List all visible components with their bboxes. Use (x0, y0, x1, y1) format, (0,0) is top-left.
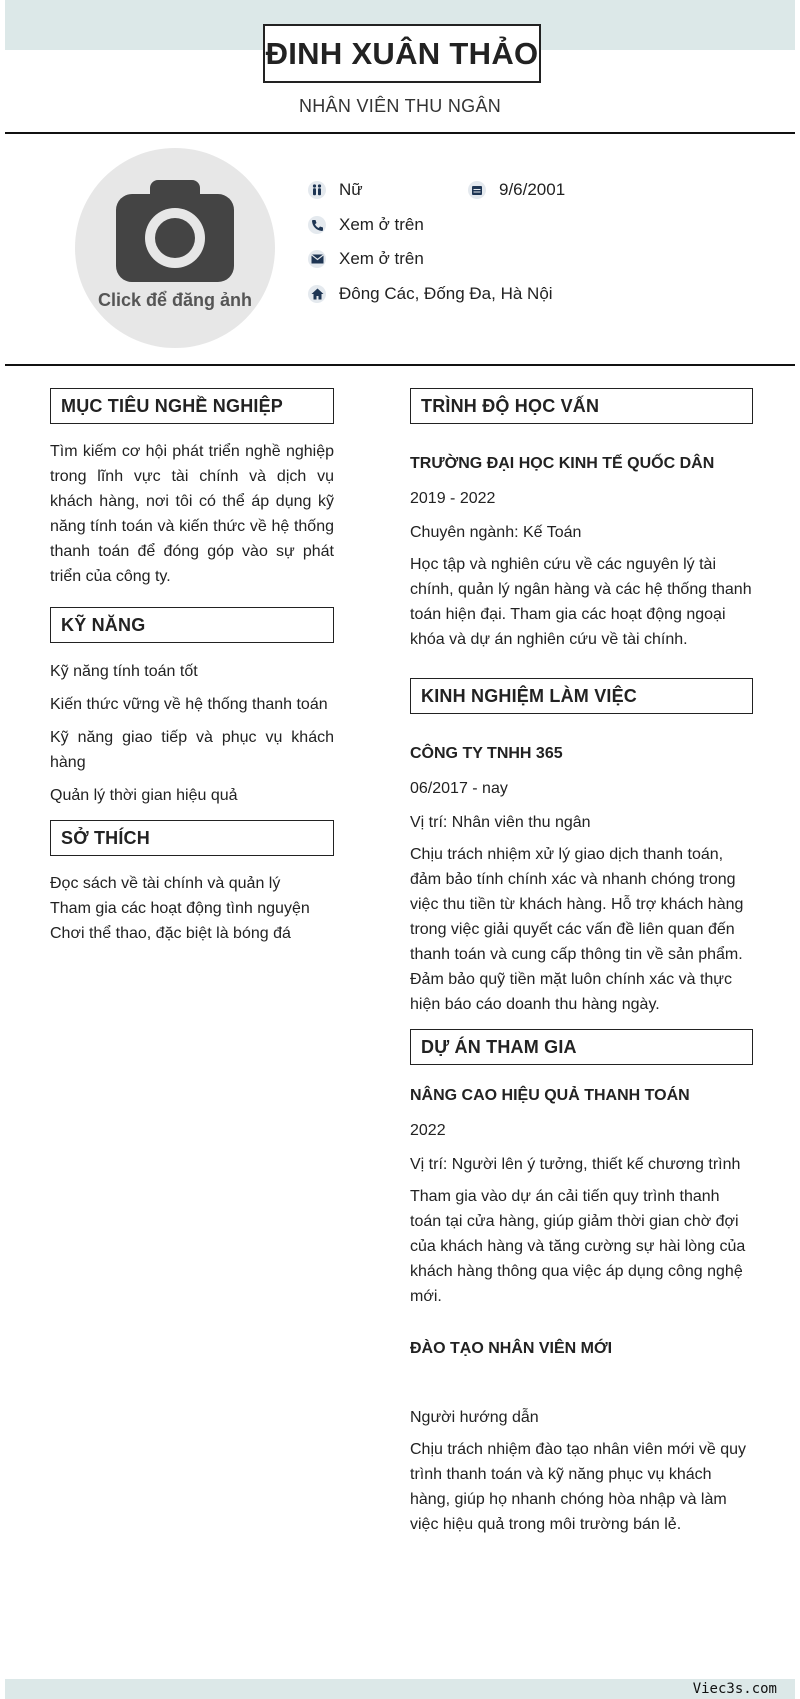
skill-item: Kiến thức vững về hệ thống thanh toán (50, 696, 328, 713)
objective-text: Tìm kiếm cơ hội phát triển nghề nghiệp trong lĩnh vực tài chính và dịch vụ khách hàng, nơi tôi có thể áp dụng kỹ năng tính toán và kiến thức về hệ thống thanh toán để đóng góp vào sự phát triển của công ty. (50, 443, 334, 585)
birthdate-value: 9/6/2001 (499, 180, 566, 199)
skill-item: Quản lý thời gian hiệu quả (50, 787, 238, 804)
phone-icon (308, 216, 326, 234)
company-name: CÔNG TY TNHH 365 (410, 745, 563, 762)
education-major: Chuyên ngành: Kế Toán (410, 524, 582, 541)
gender-row (308, 180, 363, 200)
experience-description: Chịu trách nhiệm xử lý giao dịch thanh toán, đảm bảo tính chính xác và nhanh chóng trong việc thu tiền từ khách hàng. Hỗ trợ khách hàng trong việc giải quyết các vấn đề liên quan đến thanh toán và cung cấp thông tin về sản phẩm. Đảm bảo quỹ tiền mặt luôn chính xác và thực hiện báo cáo doanh thu hàng ngày. (410, 846, 744, 1013)
project-description: Chịu trách nhiệm đào tạo nhân viên mới về quy trình thanh toán và kỹ năng phục vụ khách hàng, giúp họ nhanh chóng hòa nhập và làm việc hiệu quả trong môi trường bán lẻ. (410, 1441, 747, 1533)
photo-upload[interactable] (75, 148, 275, 348)
job-title: NHÂN VIÊN THU NGÂN (298, 96, 502, 116)
project-period: 2022 (410, 1122, 446, 1139)
right-column (410, 388, 753, 1537)
projects-heading: DỰ ÁN THAM GIA (410, 1029, 753, 1065)
candidate-name: ĐINH XUÂN THẢO (263, 24, 541, 83)
project-period (410, 1371, 753, 1396)
photo-upload-label: Click để đăng ảnh (97, 290, 253, 310)
email-row (308, 249, 424, 269)
education-description: Học tập và nghiên cứu về các nguyên lý tài chính, quản lý ngân hàng và các hệ thống thanh toán hiện đại. Tham gia các hoạt động ngoại khóa và dự án nghiên cứu về tài chính. (410, 556, 752, 648)
hobby-item: Tham gia các hoạt động tình nguyện (50, 900, 310, 917)
address-value: Đông Các, Đống Đa, Hà Nội (339, 284, 553, 303)
address-row (308, 284, 553, 304)
footer-band (5, 1679, 795, 1699)
experience-period: 06/2017 - nay (410, 780, 508, 797)
phone-row (308, 215, 424, 235)
school-name: TRƯỜNG ĐẠI HỌC KINH TẾ QUỐC DÂN (410, 455, 715, 472)
phone-value: Xem ở trên (339, 215, 424, 234)
project-description: Tham gia vào dự án cải tiến quy trình thanh toán tại cửa hàng, giúp giảm thời gian chờ đợi của khách hàng và tăng cường sự hài lòng của khách hàng thông qua việc áp dụng công nghệ mới. (410, 1188, 746, 1305)
experience-position: Vị trí: Nhân viên thu ngân (410, 814, 591, 831)
project-name: ĐÀO TẠO NHÂN VIÊN MỚI (410, 1340, 613, 1357)
skill-item: Kỹ năng giao tiếp và phục vụ khách hàng (50, 729, 334, 771)
birthdate-row (468, 180, 565, 200)
project-role: Vị trí: Người lên ý tưởng, thiết kế chương trình (410, 1156, 741, 1173)
gender-icon (308, 181, 326, 199)
project-name: NÂNG CAO HIỆU QUẢ THANH TOÁN (410, 1087, 690, 1104)
camera-icon (116, 178, 234, 282)
hobby-item: Đọc sách về tài chính và quản lý (50, 875, 281, 892)
home-icon (308, 285, 326, 303)
left-column (50, 388, 334, 946)
skill-item: Kỹ năng tính toán tốt (50, 663, 198, 680)
calendar-icon (468, 181, 486, 199)
objective-heading: MỤC TIÊU NGHỀ NGHIỆP (50, 388, 334, 424)
watermark-text: Viec3s.com (692, 1681, 777, 1697)
experience-heading: KINH NGHIỆM LÀM VIỆC (410, 678, 753, 714)
gender-value: Nữ (339, 180, 363, 199)
envelope-icon (308, 250, 326, 268)
header-divider (5, 132, 795, 134)
skills-heading: KỸ NĂNG (50, 607, 334, 643)
hobby-item: Chơi thể thao, đặc biệt là bóng đá (50, 925, 291, 942)
education-period: 2019 - 2022 (410, 490, 496, 507)
hobbies-heading: SỞ THÍCH (50, 820, 334, 856)
education-heading: TRÌNH ĐỘ HỌC VẤN (410, 388, 753, 424)
email-value: Xem ở trên (339, 249, 424, 268)
project-role: Người hướng dẫn (410, 1409, 539, 1426)
cv-page (5, 0, 795, 1699)
info-divider (5, 364, 795, 366)
